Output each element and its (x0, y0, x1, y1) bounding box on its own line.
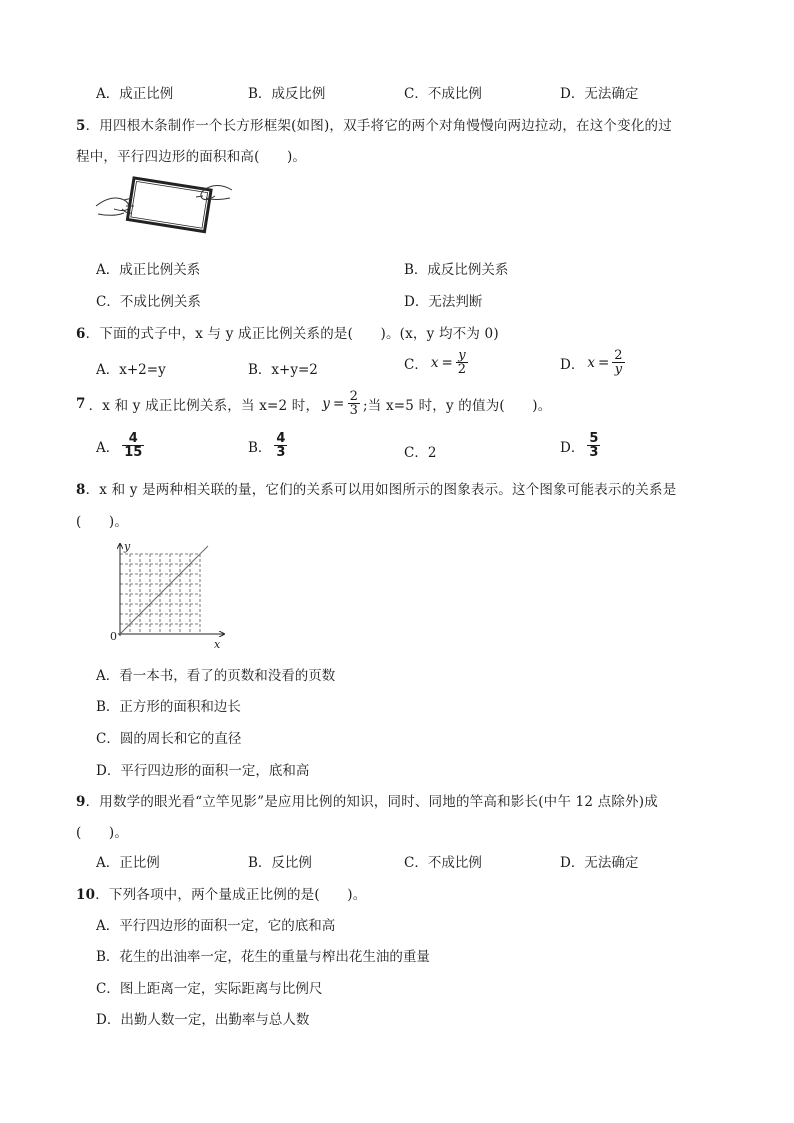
q7-option-a-prefix: A． (96, 439, 120, 456)
q6-option-c (404, 349, 468, 376)
q10-number: 10 (76, 887, 96, 903)
q7-option-a-numerator: 4 (122, 432, 144, 446)
q8-option-c: C．圆的周长和它的直径 (96, 731, 242, 747)
q10-text: ．下列各项中，两个量成正比例的是( )。 (95, 887, 367, 903)
q8-option-d: D．平行四边形的面积一定，底和高 (96, 763, 310, 779)
q7-option-a (96, 432, 144, 459)
q7-y-var: y (322, 395, 331, 412)
q8-stem-line1 (76, 478, 676, 498)
q6-option-d-prefix: D． (560, 356, 585, 373)
q7-option-d (560, 432, 600, 459)
q5-text-line2: 程中，平行四边形的面积和高( )。 (76, 149, 307, 165)
q10-option-a: A．平行四边形的面积一定，它的底和高 (96, 918, 336, 934)
q5-stem-line1 (76, 114, 672, 134)
q7-number: 7 (76, 395, 86, 412)
q7-option-d-denominator: 3 (589, 445, 599, 460)
q9-option-a: A．正比例 (96, 855, 160, 871)
q7-option-b-prefix: B． (248, 439, 272, 456)
q6-number: 6 (76, 326, 86, 342)
q6-option-d-lhs: x (587, 354, 595, 371)
q9-option-c: C．不成比例 (404, 855, 482, 871)
q7-option-b (248, 432, 287, 459)
q8-line-graph (104, 540, 234, 650)
q7-option-a-fraction (122, 432, 144, 459)
q7-option-d-numerator: 5 (589, 431, 599, 446)
q6-option-c-fraction (456, 349, 468, 376)
q8-number: 8 (76, 482, 86, 498)
q4-option-d: D．无法确定 (560, 86, 639, 102)
q8-graph-y-label: y (124, 540, 131, 553)
q4-option-c: C．不成比例 (404, 86, 482, 102)
q6-option-c-lhs: x (430, 354, 439, 371)
q6-option-d-eq: = (597, 354, 610, 371)
q8-text-line2: ( )。 (76, 514, 129, 530)
q9-option-b: B．反比例 (248, 855, 312, 871)
q10-option-c: C．图上距离一定，实际距离与比例尺 (96, 981, 323, 997)
q7-option-c: C．2 (404, 445, 437, 461)
q7-option-b-denominator: 3 (276, 445, 286, 460)
q6-stem (76, 322, 499, 342)
q8-graph-x-label: x (214, 638, 221, 650)
q6-option-d-numerator: 2 (614, 348, 623, 363)
q7-option-b-fraction (274, 432, 287, 459)
q10-option-b: B．花生的出油率一定，花生的重量与榨出花生油的重量 (96, 949, 430, 965)
q7-y-fraction (348, 390, 360, 417)
q5-option-c: C．不成比例关系 (96, 294, 201, 310)
q7-option-a-denominator: 15 (124, 445, 143, 460)
q7-option-b-numerator: 4 (276, 431, 286, 446)
q4-option-b: B．成反比例 (248, 86, 326, 102)
q6-option-d-denominator: y (614, 362, 623, 377)
q7-option-d-prefix: D． (560, 439, 585, 456)
q6-text: ．下面的式子中，x 与 y 成正比例关系的是( )。(x，y 均不为 0) (85, 326, 499, 342)
q6-option-a: A．x+2=y (96, 362, 166, 378)
q7-y-numerator: 2 (349, 389, 359, 404)
q9-number: 9 (76, 794, 86, 810)
q9-text-line2: ( )。 (76, 825, 129, 841)
q10-option-d: D．出勤人数一定，出勤率与总人数 (96, 1012, 310, 1028)
q5-option-d: D．无法判断 (404, 294, 483, 310)
q5-option-a: A．成正比例关系 (96, 262, 201, 278)
q5-option-b: B．成反比例关系 (404, 262, 509, 278)
q6-option-d (560, 349, 625, 376)
q5-text-line1: ．用四根木条制作一个长方形框架(如图)，双手将它的两个对角慢慢向两边拉动，在这个变化的过 (85, 118, 672, 134)
q8-option-b: B．正方形的面积和边长 (96, 699, 241, 715)
q8-text-line1: ．x 和 y 是两种相关联的量，它们的关系可以用如图所示的图象表示。这个图象可能表示的关系是 (85, 482, 677, 498)
rectangle-frame-hands-figure (94, 176, 234, 240)
q7-text-b: ;当 x=5 时，y 的值为( )。 (363, 397, 552, 414)
q7-stem (76, 390, 551, 417)
q10-stem (76, 883, 366, 903)
q7-text-a: ．x 和 y 成正比例关系，当 x=2 时， (88, 397, 320, 414)
q6-option-c-numerator: y (456, 349, 468, 363)
q6-option-c-denominator: 2 (457, 362, 467, 377)
q9-option-d: D．无法确定 (560, 855, 639, 871)
q6-option-d-fraction (612, 349, 624, 376)
q6-option-c-eq: = (441, 354, 453, 371)
q9-text-line1: ．用数学的眼光看“立竿见影”是应用比例的知识，同时、同地的竿高和影长(中午 12 点除外)成 (85, 794, 658, 810)
q7-y-eq: = (333, 395, 345, 412)
q8-option-a: A．看一本书，看了的页数和没看的页数 (96, 668, 336, 684)
q5-number: 5 (76, 118, 86, 134)
q4-option-a: A．成正比例 (96, 86, 174, 102)
q7-y-denominator: 3 (349, 403, 359, 418)
q6-option-c-prefix: C． (404, 356, 428, 373)
q6-option-b: B．x+y=2 (248, 362, 318, 378)
q8-graph-origin: 0 (110, 630, 117, 643)
q9-stem-line1 (76, 790, 658, 810)
q7-option-d-fraction (587, 432, 600, 459)
